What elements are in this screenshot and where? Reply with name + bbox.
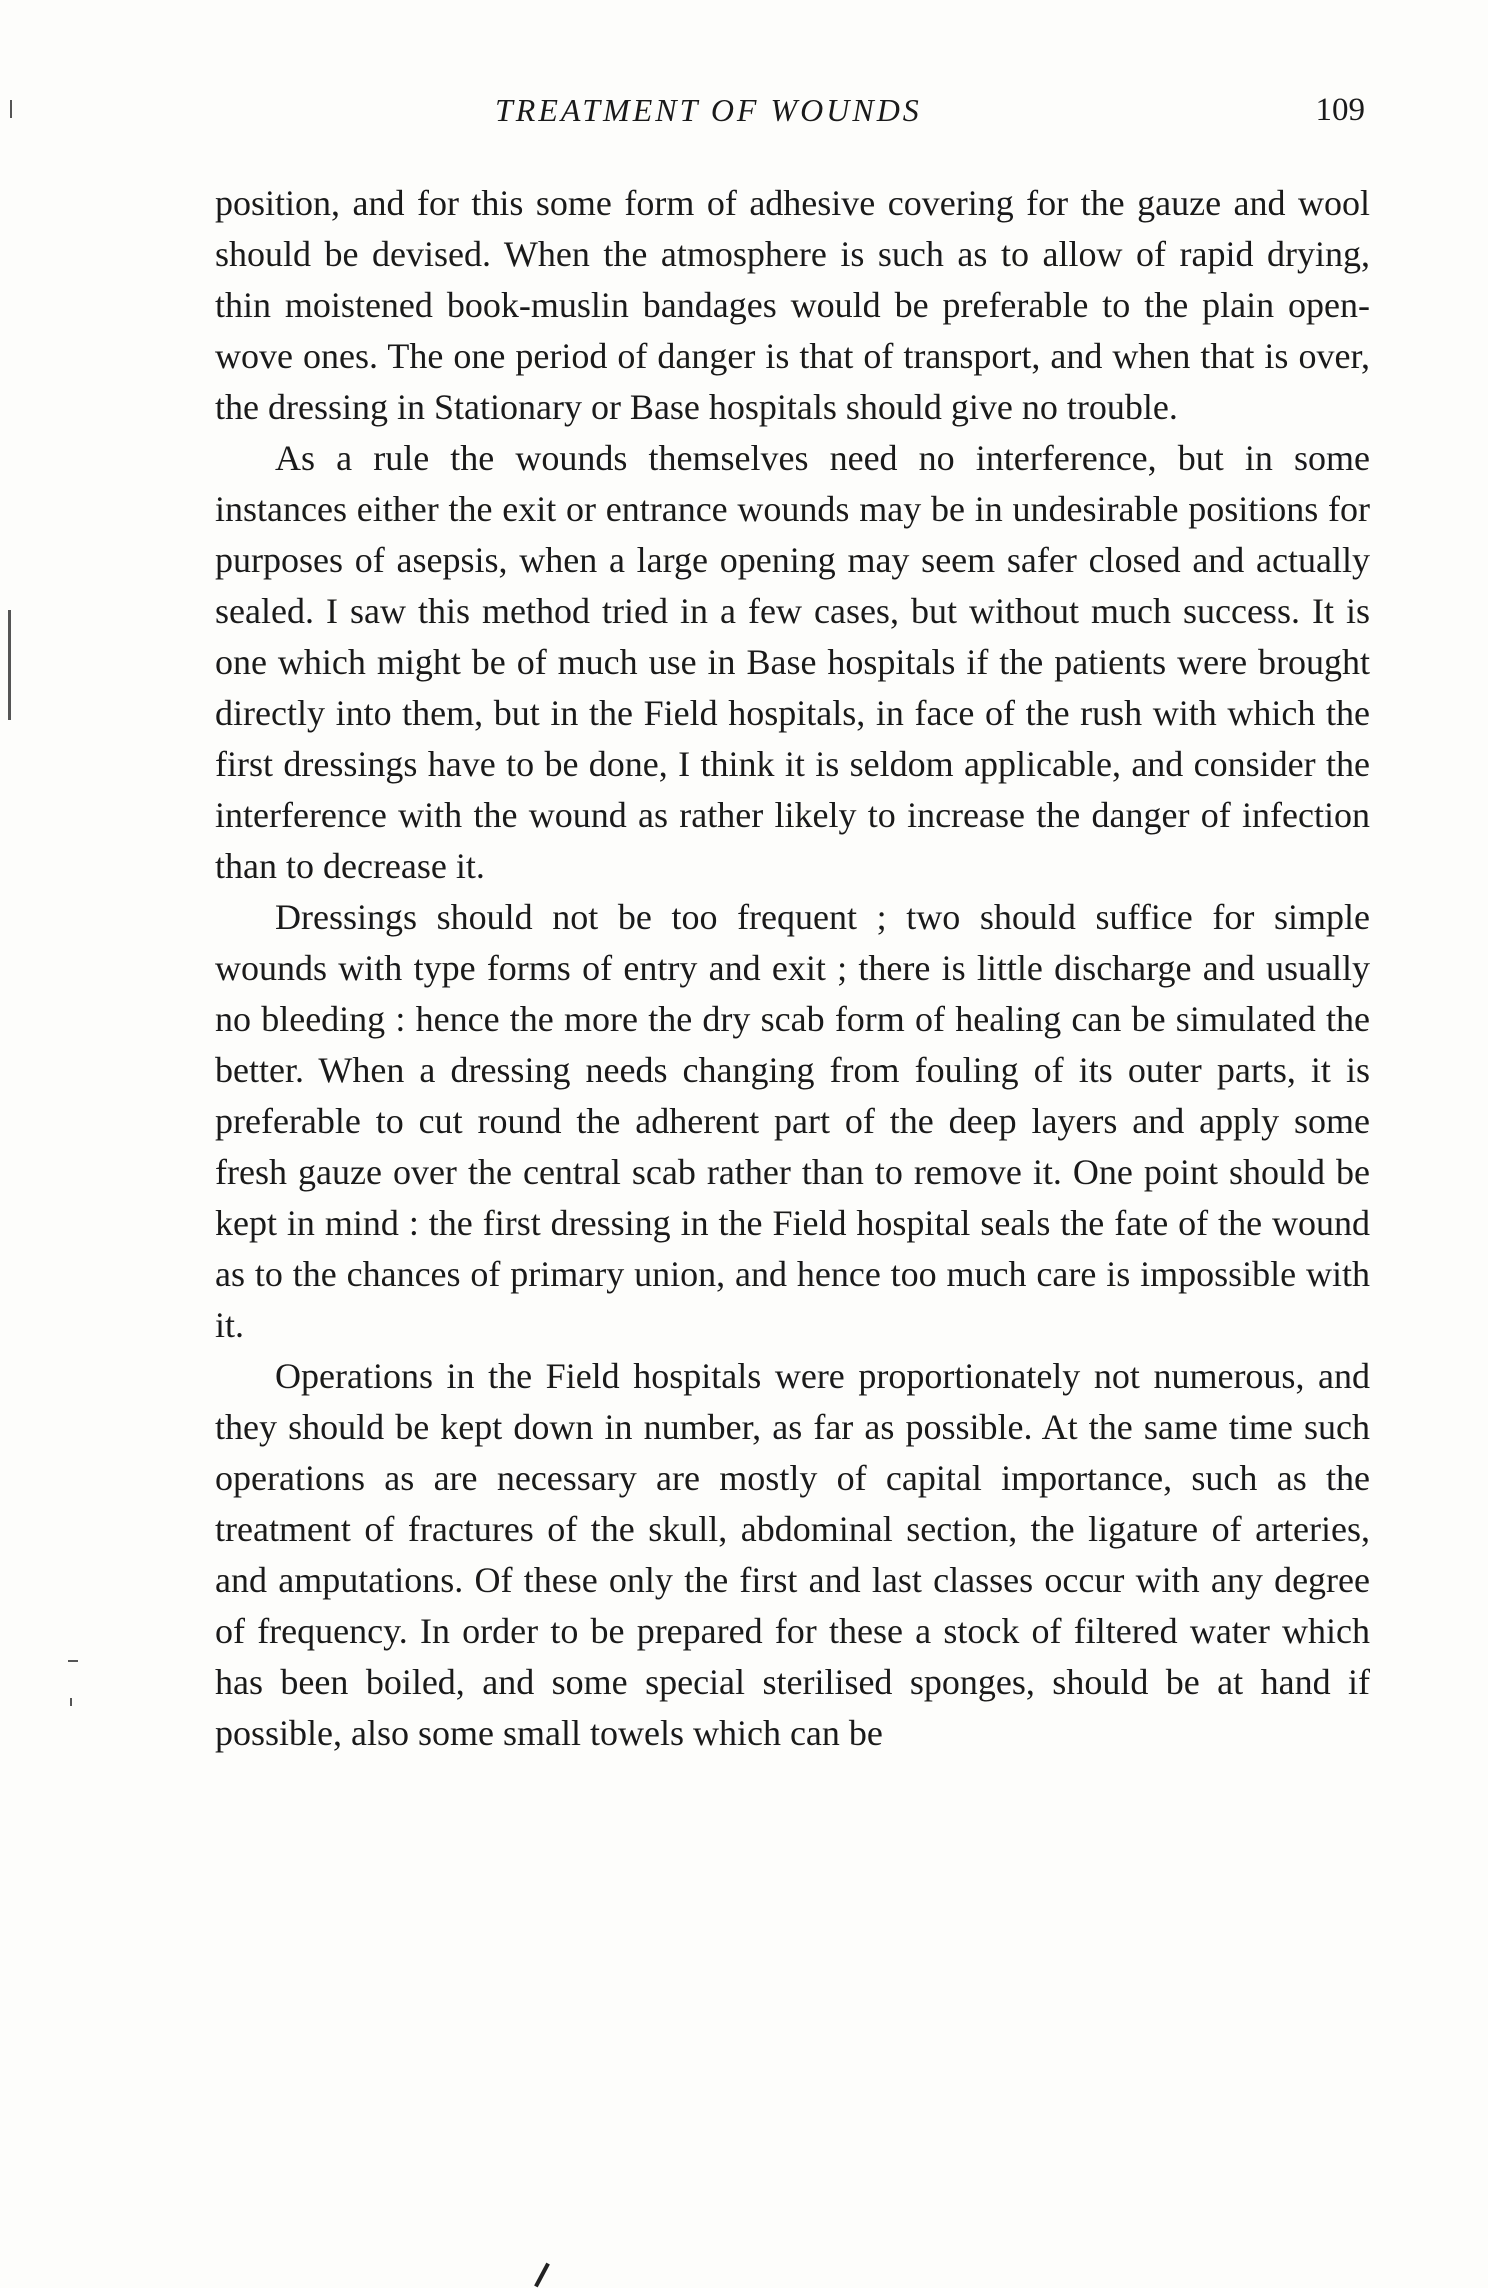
scan-mark-dash bbox=[68, 1660, 78, 1662]
paragraph-4: Operations in the Field hospitals were proportionately not numerous, and they should be kept down in number, as far as possible. At the same time such operations as are necessary are mostly of capital importance, such as the treatment of fractures of the skull, abdominal section, the ligature of arteries, and amputations. Of these only the first and last classes occur with any degree of frequency. In order to be prepared for these a stock of filtered water which has been boiled, and some special sterilised sponges, should be at hand if possible, also some small towels which can be bbox=[215, 1356, 1370, 1753]
body-text bbox=[215, 178, 1370, 1759]
paragraph-2: As a rule the wounds themselves need no interference, but in some instances either the exit or entrance wounds may be in undesirable positions for purposes of asepsis, when a large opening may seem safer closed and actually sealed. I saw this method tried in a few cases, but without much success. It is one which might be of much use in Base hospitals if the patients were brought directly into them, but in the Field hospitals, in face of the rush with which the first dressings have to be done, I think it is seldom applicable, and consider the interference with the wound as rather likely to increase the danger of infection than to decrease it. bbox=[215, 438, 1370, 886]
paragraph-1: position, and for this some form of adhesive covering for the gauze and wool should be devised. When the atmosphere is such as to allow of rapid drying, thin moistened book-muslin bandages would be preferable to the plain open-wove ones. The one period of danger is that of transport, and when that is over, the dressing in Stationary or Base hospitals should give no trouble. bbox=[215, 183, 1370, 427]
paragraph-3: Dressings should not be too frequent ; two should suffice for simple wounds with type forms of entry and exit ; there is little discharge and usually no bleeding : hence the more the dry scab form of healing can be simulated the better. When a dressing needs changing from fouling of its outer parts, it is preferable to cut round the adherent part of the deep layers and apply some fresh gauze over the central scab rather than to remove it. One point should be kept in mind : the first dressing in the Field hospital seals the fate of the wound as to the chances of primary union, and hence too much care is impossible with it. bbox=[215, 897, 1370, 1345]
running-head bbox=[215, 92, 1365, 142]
scan-mark-top bbox=[10, 100, 12, 118]
scan-mark-binding bbox=[8, 610, 11, 720]
pen-stroke-mark bbox=[534, 2263, 550, 2288]
scan-mark-dot bbox=[70, 1698, 72, 1706]
running-title: TREATMENT OF WOUNDS bbox=[495, 92, 922, 128]
page-number: 109 bbox=[1315, 92, 1365, 128]
